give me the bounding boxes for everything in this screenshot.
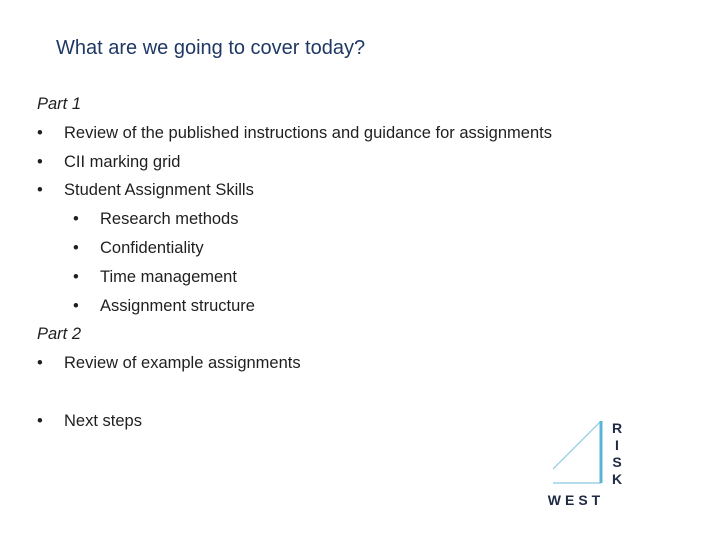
bullet: • — [73, 210, 79, 229]
logo-letter-r: R — [611, 420, 623, 436]
logo-word-west: WEST — [547, 492, 605, 508]
slide-title: What are we going to cover today? — [56, 37, 366, 59]
sub-list-item-text: Research methods — [100, 210, 239, 229]
bullet: • — [73, 296, 79, 315]
list-item — [37, 176, 552, 205]
sub-list-item-text: Time management — [100, 267, 237, 286]
risk-west-logo — [543, 415, 643, 515]
list-item — [37, 148, 552, 177]
logo-letter-s: S — [612, 454, 622, 470]
slide-content — [37, 90, 552, 436]
logo-triangle-hypotenuse — [553, 421, 601, 469]
part1-heading: Part 1 — [37, 95, 82, 113]
list-item-text: CII marking grid — [64, 152, 181, 171]
sub-list-item-text: Confidentiality — [100, 238, 204, 257]
bullet: • — [37, 181, 43, 200]
list-item-text: Review of example assignments — [64, 354, 301, 373]
sub-list-item — [37, 263, 552, 292]
logo-letter-k: K — [611, 471, 623, 487]
logo-letter-i: I — [615, 437, 619, 453]
list-item — [37, 407, 552, 436]
sub-list-item — [37, 205, 552, 234]
bullet: • — [37, 152, 43, 171]
bullet: • — [37, 123, 43, 142]
sub-list-item — [37, 292, 552, 321]
bullet: • — [37, 411, 43, 430]
list-item-text: Review of the published instructions and guidance for assignments — [64, 123, 552, 142]
list-item — [37, 349, 552, 378]
part2-heading: Part 2 — [37, 325, 82, 344]
bullet: • — [37, 354, 43, 373]
sub-list-item — [37, 234, 552, 263]
blank-line — [37, 378, 552, 407]
bullet: • — [73, 238, 79, 257]
list-item-text: Next steps — [64, 411, 142, 430]
bullet: • — [73, 267, 79, 286]
list-item — [37, 119, 552, 148]
list-item-text: Student Assignment Skills — [64, 181, 254, 200]
sub-list-item-text: Assignment structure — [100, 296, 255, 315]
